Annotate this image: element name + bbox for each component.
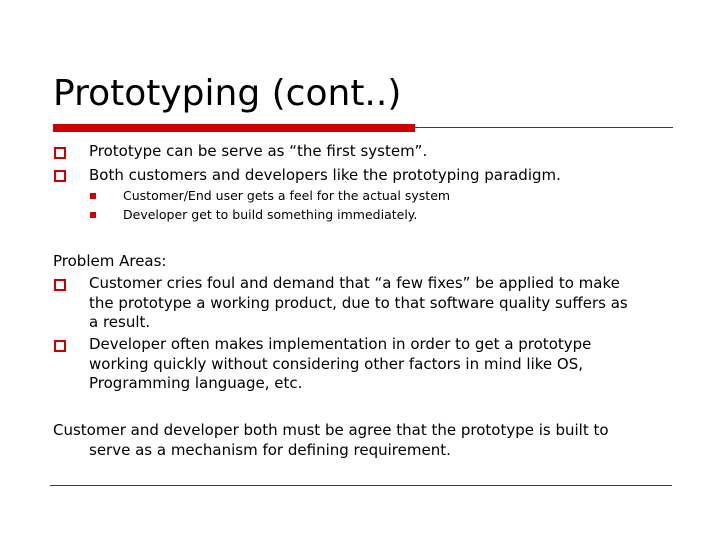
footer-rule — [50, 485, 672, 486]
title-underline-accent — [53, 124, 415, 132]
sub-bullet-item: Developer get to build something immediately. — [123, 207, 418, 222]
hollow-square-bullet-icon — [54, 147, 66, 159]
sub-bullet-item: Customer/End user gets a feel for the actual system — [123, 188, 451, 203]
problem-item-line: Customer cries foul and demand that “a few fixes” be applied to make — [89, 274, 620, 292]
problem-item-line: a result. — [89, 313, 151, 331]
problem-item-line: working quickly without considering other factors in mind like OS, — [89, 354, 584, 373]
slide-title: Prototyping (cont..) — [53, 73, 402, 114]
solid-square-bullet-icon — [90, 212, 96, 218]
problem-areas-heading: Problem Areas: — [53, 252, 167, 270]
hollow-square-bullet-icon — [54, 279, 66, 291]
closing-line: serve as a mechanism for defining requirement. — [89, 440, 451, 459]
problem-item-line: the prototype a working product, due to that software quality suffers as — [89, 293, 628, 312]
problem-item-line: Programming language, etc. — [89, 374, 303, 392]
closing-paragraph — [53, 421, 609, 460]
problem-item — [89, 274, 679, 333]
hollow-square-bullet-icon — [54, 170, 66, 182]
hollow-square-bullet-icon — [54, 340, 66, 352]
bullet-item: Prototype can be serve as “the first system”. — [89, 142, 428, 160]
problem-item-line: Developer often makes implementation in order to get a prototype — [89, 335, 592, 353]
closing-line: Customer and developer both must be agree that the prototype is built to — [53, 421, 609, 439]
bullet-item: Both customers and developers like the prototyping paradigm. — [89, 166, 561, 184]
problem-item — [89, 335, 679, 394]
solid-square-bullet-icon — [90, 193, 96, 199]
